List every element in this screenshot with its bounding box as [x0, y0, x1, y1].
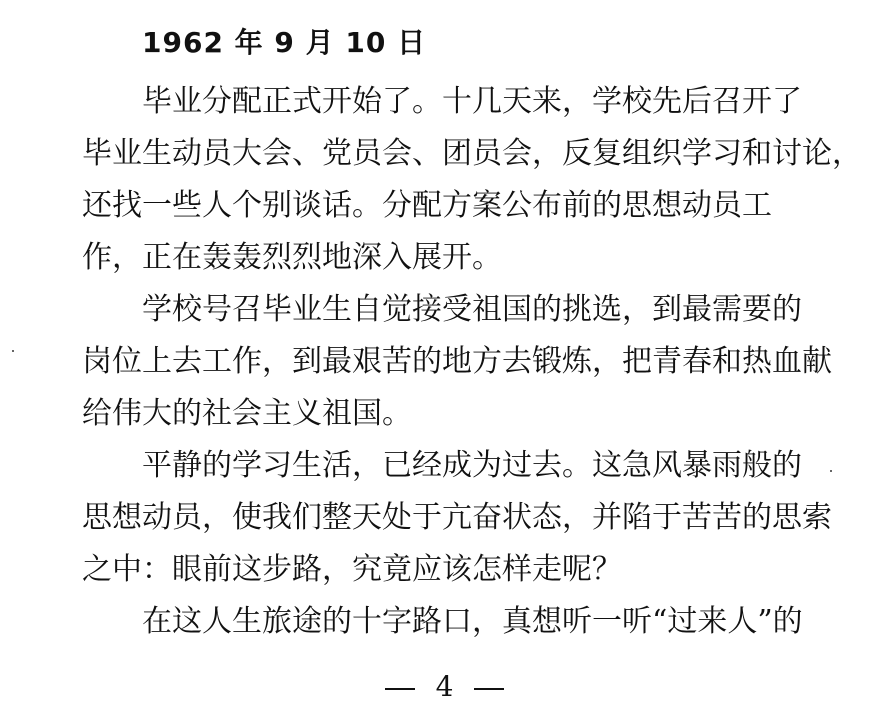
- paragraph-2-line-1: 学校号召毕业生自觉接受祖国的挑选，到最需要的: [142, 292, 802, 327]
- paragraph-1-line-2: 毕业生动员大会、党员会、团员会，反复组织学习和讨论，: [82, 136, 862, 171]
- paragraph-1-line-4: 作，正在轰轰烈烈地深入展开。: [82, 240, 502, 275]
- paragraph-3-line-1: 平静的学习生活，已经成为过去。这急风暴雨般的: [142, 448, 802, 483]
- scan-speck: [830, 470, 832, 472]
- paragraph-3-line-3: 之中：眼前这步路，究竟应该怎样走呢？: [82, 552, 622, 587]
- page-number-value: 4: [435, 670, 454, 703]
- paragraph-2-line-3: 给伟大的社会主义祖国。: [82, 396, 412, 431]
- body-text: [82, 76, 862, 648]
- paragraph-3-line-2: 思想动员，使我们整天处于亢奋状态，并陷于苦苦的思索: [82, 500, 832, 535]
- paragraph-1-line-3: 还找一些人个别谈话。分配方案公布前的思想动员工: [82, 188, 772, 223]
- paragraph-4-line-1: 在这人生旅途的十字路口，真想听一听“过来人”的: [142, 604, 803, 639]
- paragraph-1-line-1: 毕业分配正式开始了。十几天来，学校先后召开了: [142, 84, 802, 119]
- page-number-left-dash: [385, 688, 415, 690]
- scan-speck: [12, 350, 14, 352]
- page-number: [0, 669, 889, 705]
- diary-date: 1962 年 9 月 10 日: [142, 26, 427, 59]
- page-number-right-dash: [474, 688, 504, 690]
- paragraph-2-line-2: 岗位上去工作，到最艰苦的地方去锻炼，把青春和热血献: [82, 344, 832, 379]
